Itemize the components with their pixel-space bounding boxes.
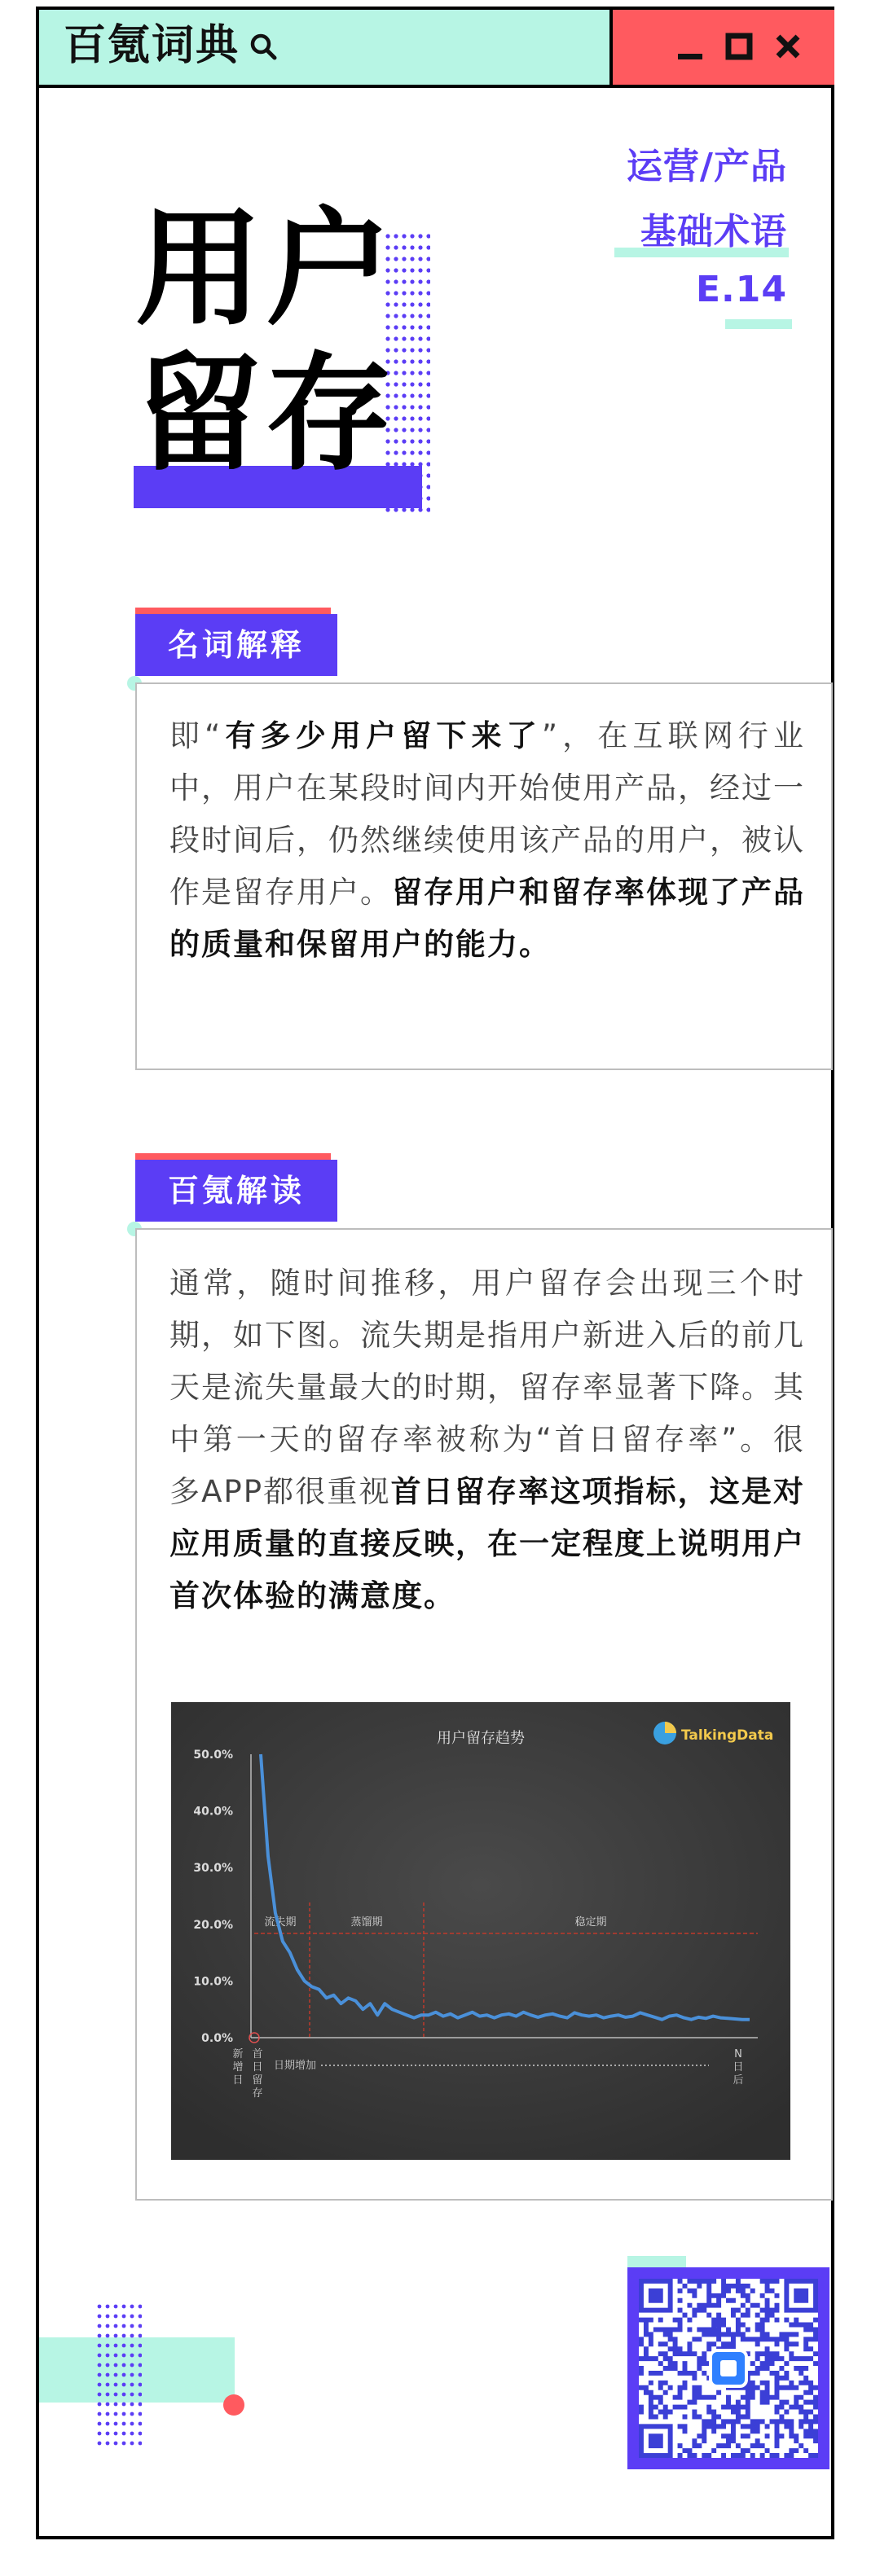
qr-code[interactable] <box>639 2279 818 2458</box>
qr-finder <box>639 2279 673 2313</box>
page-title-line2: 留存 <box>135 340 396 488</box>
footer-red-dot <box>223 2394 244 2416</box>
close-icon[interactable] <box>768 26 808 67</box>
y-tick-label: 40.0% <box>193 1805 233 1819</box>
y-tick-label: 10.0% <box>193 1975 233 1989</box>
tag-subcategory: 基础术语 <box>640 211 787 252</box>
y-tick-label: 20.0% <box>193 1918 233 1932</box>
section2-label <box>135 1153 345 1222</box>
paragraph-text: 即“ <box>169 718 222 753</box>
y-tick-label: 0.0% <box>201 2032 233 2045</box>
window-controls <box>609 10 834 85</box>
qr-finder <box>784 2279 818 2313</box>
page-frame <box>36 7 834 2539</box>
qr-accent <box>627 2256 686 2267</box>
retention-chart-svg <box>171 1702 790 2160</box>
phase-label: 流失期 <box>264 1916 297 1929</box>
page-title-line1: 用户 <box>135 195 396 343</box>
qr-finder <box>639 2424 673 2458</box>
chart-title: 用户留存趋势 <box>437 1730 525 1747</box>
chart-background <box>171 1702 790 2160</box>
x-label-end: N 日后 <box>733 2048 744 2087</box>
footer-dot-grid <box>96 2303 142 2447</box>
bold-text: 首日留存率这项指标，这是对应用质量的直接反映，在一定程度上说明用户首次体验的满意度。 <box>169 1474 805 1613</box>
minimize-icon[interactable] <box>670 26 711 67</box>
retention-chart <box>171 1702 790 2160</box>
tag-category: 运营/产品 <box>626 146 787 187</box>
section2-paragraph <box>169 1257 805 1622</box>
x-label-start: 新增日 <box>232 2048 244 2087</box>
x-axis-label: 日期增加 <box>274 2060 317 2072</box>
phase-label: 蒸馏期 <box>350 1916 383 1929</box>
phase-label: 稳定期 <box>574 1916 607 1929</box>
section2-label-text: 百氪解读 <box>135 1160 337 1222</box>
tag-underline-2 <box>725 319 792 329</box>
qr-center-logo-icon <box>711 2350 746 2386</box>
section1-label <box>135 608 345 676</box>
section1-box <box>135 682 833 1070</box>
search-icon[interactable] <box>249 33 277 60</box>
qr-code-image <box>639 2279 818 2458</box>
app-titlebar <box>39 10 831 88</box>
paragraph-text: ”，在互联网行业中，用户在某段时间内开始使用产品，经过一段时间后，仍然继续使用该产品的用户，被认作是留存用户。 <box>169 718 806 910</box>
episode-number: E.14 <box>695 269 787 310</box>
section1-paragraph <box>169 710 805 971</box>
x-label-day1: 首日留存 <box>252 2048 263 2100</box>
app-brand: 百氪词典 <box>64 21 240 70</box>
maximize-icon[interactable] <box>719 26 759 67</box>
y-tick-label: 50.0% <box>193 1749 233 1762</box>
bold-text: 留存用户和留存率体现了产品的质量和保留用户的能力。 <box>169 875 805 962</box>
section1-label-text: 名词解释 <box>135 614 337 676</box>
qr-code-frame <box>627 2267 829 2469</box>
bold-text: 有多少用户留下来了 <box>222 718 542 753</box>
paragraph-text: 通常，随时间推移，用户留存会出现三个时期，如下图。流失期是指用户新进入后的前几天是流失量最大的时期，留存率显著下降。其中第一天的留存率被称为“首日留存率”。很多APP都很重视 <box>169 1266 805 1509</box>
y-tick-label: 30.0% <box>193 1862 233 1876</box>
chart-logo-text: TalkingData <box>681 1727 774 1744</box>
